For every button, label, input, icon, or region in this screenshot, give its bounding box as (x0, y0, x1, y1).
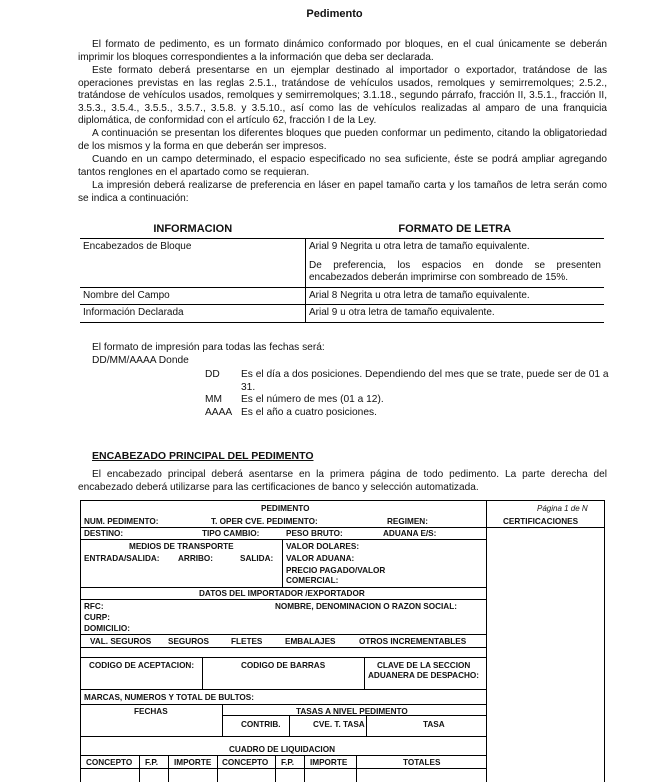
intro-paragraph-4: Cuando en un campo determinado, el espacio especificado no sea suficiente, éste se podrá ampliar agregando tantos renglones en el apartado como se requieran. (78, 154, 607, 178)
field-fechas: FECHAS (134, 707, 168, 716)
field-tasa: TASA (423, 720, 445, 729)
font-format-table (80, 220, 604, 323)
col-importe-2: IMPORTE (310, 758, 348, 767)
field-salida: SALIDA: (240, 554, 274, 563)
table-row (80, 287, 604, 305)
field-cve-tasa: CVE. T. TASA (313, 720, 365, 729)
col-totales: TOTALES (403, 758, 441, 767)
field-otros-incrementables: OTROS INCREMENTABLES (359, 637, 467, 646)
field-fletes: FLETES (231, 637, 263, 646)
field-t-oper: T. OPER CVE. PEDIMENTO: (211, 517, 318, 526)
cuadro-liquidacion-label: CUADRO DE LIQUIDACION (229, 745, 335, 754)
datos-importador-label: DATOS DEL IMPORTADOR /EXPORTADOR (199, 589, 365, 598)
field-codigo-aceptacion: CODIGO DE ACEPTACION: (89, 661, 195, 670)
field-peso-bruto: PESO BRUTO: (286, 529, 343, 538)
table-cell-format: Arial 8 Negrita u otra letra de tamaño equivalente. (306, 287, 605, 305)
field-valor-dolares: VALOR DOLARES: (286, 542, 360, 551)
medios-transporte-label: MEDIOS DE TRANSPORTE (129, 542, 234, 551)
form-title: PEDIMENTO (261, 504, 310, 513)
field-seguros: SEGUROS (168, 637, 209, 646)
table-row (80, 305, 604, 323)
section-heading: ENCABEZADO PRINCIPAL DEL PEDIMENTO (92, 450, 314, 462)
field-val-seguros: VAL. SEGUROS (90, 637, 152, 646)
field-arribo: ARRIBO: (178, 554, 214, 563)
table-header-info: INFORMACION (80, 220, 306, 239)
field-precio-pagado: PRECIO PAGADO/VALOR (286, 566, 386, 575)
table-cell-format: Arial 9 u otra letra de tamaño equivalente. (306, 305, 605, 323)
date-code-dd: DD (205, 369, 220, 380)
field-rfc: RFC: (84, 602, 104, 611)
intro-paragraph-5: La impresión deberá realizarse de preferencia en láser en papel tamaño carta y los tamaños de letra serán como se indica a continuación: (78, 180, 607, 204)
field-embalajes: EMBALAJES (285, 637, 336, 646)
table-cell-info: Información Declarada (80, 305, 306, 323)
field-clave-seccion: CLAVE DE LA SECCION (377, 661, 471, 670)
field-num-pedimento: NUM. PEDIMENTO: (84, 517, 159, 526)
field-valor-aduana: VALOR ADUANA: (286, 554, 355, 563)
section-paragraph: El encabezado principal deberá asentarse en la primera página de todo pedimento. La parte derecha del encabezado deberá utilizarse para las certificaciones de banco y selección automatizada. (78, 469, 607, 493)
page-number-label: Página 1 de N (537, 504, 588, 513)
table-cell-format: Arial 9 Negrita u otra letra de tamaño equivalente. De preferencia, los espacios en donde se presenten encabezados deberán imprimirse con sombreado de 15%. (306, 239, 605, 288)
field-destino: DESTINO: (84, 529, 124, 538)
field-aduanera-despacho: ADUANERA DE DESPACHO: (368, 671, 479, 680)
date-desc-aaaa: Es el año a cuatro posiciones. (241, 407, 377, 418)
col-fp-2: F.P. (281, 758, 295, 767)
col-concepto-1: CONCEPTO (86, 758, 133, 767)
field-codigo-barras: CODIGO DE BARRAS (241, 661, 326, 670)
date-format-intro: El formato de impresión para todas las fechas será: (92, 342, 325, 353)
field-aduana: ADUANA E/S: (383, 529, 437, 538)
field-domicilio: DOMICILIO: (84, 624, 130, 633)
table-cell-info: Nombre del Campo (80, 287, 306, 305)
field-comercial: COMERCIAL: (286, 576, 339, 585)
field-contrib: CONTRIB. (241, 720, 281, 729)
col-importe-1: IMPORTE (174, 758, 212, 767)
date-format: DD/MM/AAAA Donde (92, 355, 189, 366)
table-row (80, 239, 604, 288)
intro-paragraph-2: Este formato deberá presentarse en un ejemplar destinado al importador o exportador, tratándose de las operaciones previstas en las reglas 2.5.1., tratándose de vehículos usados, remolques y semirremolques; 2.5.2., tratándose de vehículos usados, remolques y semirremolques; 3.1.18., segundo párrafo, fracción II, 3.5.1., fracción II, 3.5.3., 3.5.4., 3.5.5., 3.5.7., 3.5.8. y 3.5.10., así como las de vehículos realizadas al amparo de una franquicia diplomática, de conformidad con el artículo 62, fracción I de la Ley. (78, 65, 607, 127)
date-desc-dd: Es el día a dos posiciones. Dependiendo del mes que se trate, puede ser de 01 a 31. (241, 369, 609, 393)
field-curp: CURP: (84, 613, 110, 622)
date-code-aaaa: AAAA (205, 407, 233, 418)
intro-paragraph-3: A continuación se presentan los diferentes bloques que pueden conformar un pedimento, citando la obligatoriedad de los mismos y la forma en que deberán ser impresos. (78, 128, 607, 152)
col-concepto-2: CONCEPTO (222, 758, 269, 767)
field-regimen: REGIMEN: (387, 517, 428, 526)
field-entrada-salida: ENTRADA/SALIDA: (84, 554, 160, 563)
table-header-format: FORMATO DE LETRA (306, 220, 605, 239)
intro-paragraph-1: El formato de pedimento, es un formato dinámico conformado por bloques, en el cual únicamente se deberán imprimir los bloques correspondientes a la información que deba ser declarada. (78, 39, 607, 63)
field-marcas-bultos: MARCAS, NUMEROS Y TOTAL DE BULTOS: (84, 693, 254, 702)
certificaciones-label: CERTIFICACIONES (503, 517, 579, 526)
date-desc-mm: Es el número de mes (01 a 12). (241, 394, 384, 405)
tasas-nivel-pedimento-label: TASAS A NIVEL PEDIMENTO (296, 707, 408, 716)
page-title: Pedimento (306, 8, 363, 20)
date-code-mm: MM (205, 394, 222, 405)
table-cell-info: Encabezados de Bloque (80, 239, 306, 288)
field-nombre: NOMBRE, DENOMINACION O RAZON SOCIAL: (275, 602, 457, 611)
col-fp-1: F.P. (145, 758, 159, 767)
pedimento-form (80, 500, 605, 782)
field-tipo-cambio: TIPO CAMBIO: (202, 529, 260, 538)
